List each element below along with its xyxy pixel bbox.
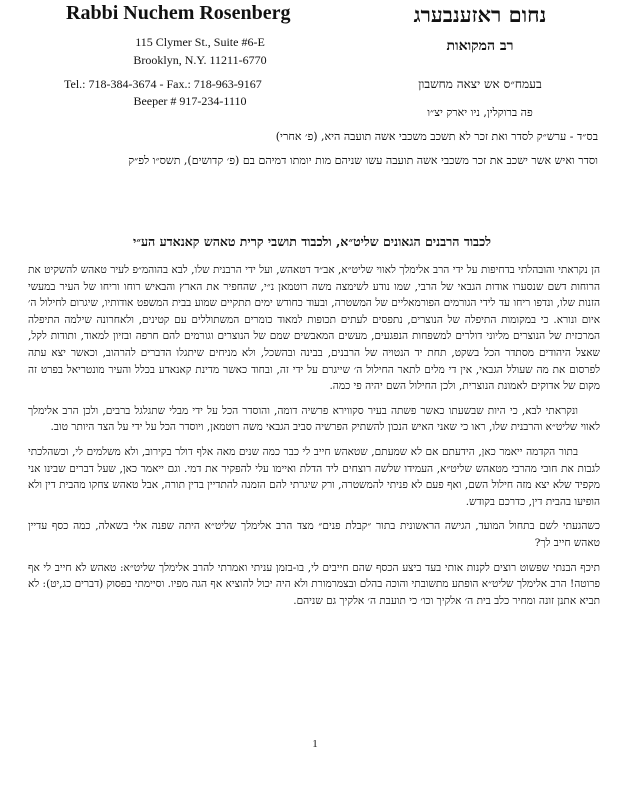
street-address: 115 Clymer St., Suite #6-E (135, 35, 265, 49)
city-address: Brooklyn, N.Y. 11211-6770 (133, 53, 267, 67)
salutation: לכבוד הרבנים הגאונים שליט״א, ולכבוד תושבי קרית טאהש קאנאדע הע״י (132, 234, 492, 249)
rabbi-name-english: Rabbi Nuchem Rosenberg (66, 2, 291, 24)
paragraph-3: בתור הקדמה ייאמר כאן, הידעתם אם לא שמעתם, שטאהש חייב לי כבר כמה שנים מאה אלף דולר בקירוב, ולא משלמים לי, וכשהלכתי לגבות את חובי מהרבי מטאהש שליט״א, העמידו שלשה רוצחים ליד הדלת ואיימו עלי להפקיר את דמי. וגם ייאמר כאן, שעל דברים שבינו אני מקפיד שלא יצא מזה חילול השם, ואף פעם לא פניתי להמשטרה, ורק שיגרתי להם הזמנה להתדיין בדין תורה, אבל טאהש צחקו מהבית דין ולא הופיעו בהבית דין, כדרכם בקודש. (28, 445, 600, 508)
heading-line-2: וסדר ואיש אשר ישכב את זכר משכבי אשה תועבה עשו שניהם מות יומתו דמיהם בם (פ׳ קדושים), תשס״ו לפ״ק (128, 154, 598, 167)
phone-fax: Tel.: 718-384-3674 - Fax.: 718-963-9167 (64, 77, 262, 91)
author-credit-hebrew: בעמח״ס אש יצאה מחשבון (418, 77, 542, 91)
beeper-number: Beeper # 917-234-1110 (133, 94, 247, 108)
location-hebrew: פה ברוקלין, ניו יארק יצ״ו (427, 106, 533, 119)
paragraph-4: כשהגעתי לשם בתחול המועד, הגישה הראשונית בתור ״קבלת פנים״ מצד הרב אלימלך שליט״א היתה שפנה אלי בשאלה, כמה כסף עדיין טאהש חייב לך? (28, 520, 600, 549)
rabbi-name-hebrew: נחום ראזענבערג (413, 2, 547, 27)
paragraph-1: הן נקראתי והובהלתי בדחיפות על ידי הרב אלימלך לאווי שליט״א, אב״ד דטאהש, ועל ידי הרבנית שלו, לבא בהוהמ״פ לעיר טאהש להשקיט את הרוחות דשם שנסערו אודות הגבאי של הרבי, שמו נודע לשימצה משה רוטמאן נ״י, שהחפיר את הארץ והבאיש רוחו וריחו של העיר במעשי הזנות שלו, ונדפו ריחו עד לידי הגורמים הפורמאליים של המשטרה, ובעוד כחודש ימים תתקיים שמוע בבית המשפט אודותיו, שיגרום לחילול ה׳ איום ונורא. כי במקומות התיפלה של הנוצרים, נתפסים לעתים תכופות למאוד כומרים המשתוללים עם קטינים, ולאחרונה שילמה התיפלה המרכזית של הנוצרים מליוני דולרים למשפחות הנפגעים, מעשים המאבשים שמם של הנוצרים וגורמים להם חרפה ובזיון למאוד, ותודות לקל, שאצל היהודים מסתדר הכל בשקט, תחת יד הנטויה של הרבנים, בבינה ובהשכל, ולא מניחים שיתגלו הדברים להרהוב, וכאשר יצא עתה לפרסום את מה שעולל הגבאי, אין די מלים לתאר החילול ה׳ שייגרם על ידי זה, ובחוד כאשר מדינת קאנאדע בכלל והעיר מונטריאל בפרט זה מקום של אדוקים לאמונת הנוצרית, ולכן החילול השם יהיה פי כמה. (28, 264, 600, 393)
letter-body (28, 262, 600, 617)
paragraph-2: ונקראתי לבא, כי היות שבשעתו כאשר פשתה בעיר סקווירא פרשיה דומה, והוסדר הכל על ידי מבלי שתגלגל ברבים, ולכן הרב אלימלך לאווי שליט״א והרבנית שלו, ראו כי שאני האיש הנכון להשתיק הפרשיה סביב הגבאי משה רוטמאן, ויוסדר הכל על ידי על הצד היותר טוב. (28, 404, 600, 434)
rabbi-title-hebrew: רב המקואות (446, 38, 514, 54)
heading-line-1: בס״ד - ערש״ק לסדר ואת זכר לא תשכב משכבי אשה תועבה היא, (פ׳ אחרי) (275, 130, 598, 143)
letterhead-english (60, 0, 320, 109)
letterhead-hebrew (360, 0, 600, 119)
letter-heading (38, 128, 598, 170)
page-number: 1 (312, 738, 318, 750)
paragraph-5: תיכף הבנתי שפשוט רוצים לקנות אותי בעד ביצע הכסף שהם חייבים לי, בו-בזמן עניתי ואמרתי להרב אלימלך שליט״א: טאהש לא חייב לי אף פרוטה! הרב אלימלך שליט״א הופתע מתשובתי והוכה בהלם ובצמרמורת ולא היה יכול להוציא אף הגה מפיו. וסיימתי בפסוק (דברים כג,יט): לא תביא אתנן זונה ומחיר כלב בית ה׳ אלקיך וכו׳ כי תועבת ה׳ אלקיך גם שניהם. (28, 561, 600, 607)
